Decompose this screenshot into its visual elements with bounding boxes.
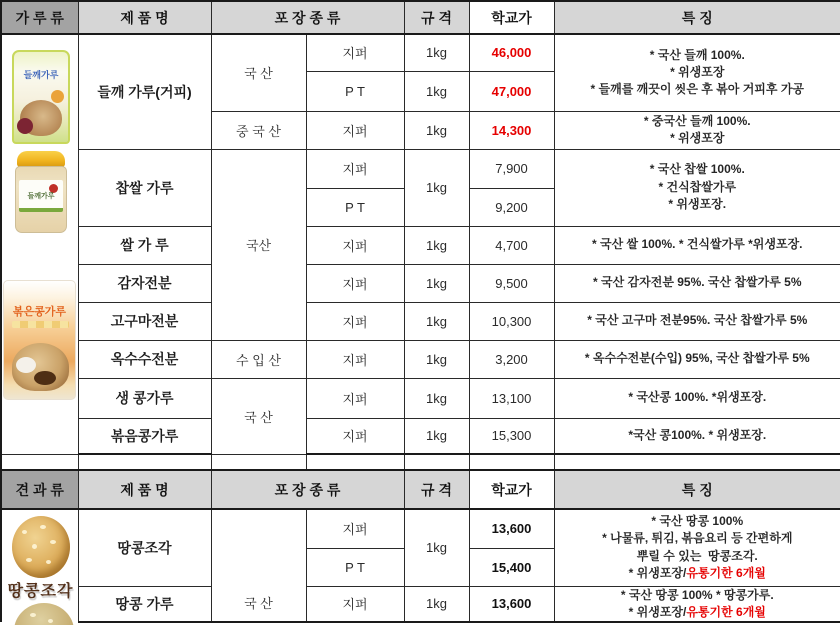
speck <box>22 530 27 534</box>
cell-origin: 국 산 <box>211 378 306 454</box>
table-row <box>1 34 840 71</box>
cell-product-name: 옥수수전분 <box>78 340 211 378</box>
cell-spec: 1kg <box>404 111 469 149</box>
table-row <box>1 378 840 418</box>
product-photo-column <box>1 509 78 622</box>
table-row <box>1 340 840 378</box>
cell-price: 13,600 <box>469 586 554 622</box>
feature-text: * 위생포장/ <box>628 566 687 581</box>
cell-price: 15,300 <box>469 418 554 454</box>
cell-packaging: P T <box>306 548 404 586</box>
feature-line: * 국산 감자전분 95%. 국산 찹쌀가루 5% <box>593 275 802 290</box>
speck <box>50 540 56 544</box>
header-school-price: 학교가 <box>469 1 554 34</box>
cell-product-name: 감자전분 <box>78 264 211 302</box>
feature-line <box>555 565 840 582</box>
cell-packaging: 지퍼 <box>306 302 404 340</box>
cell-origin: 수 입 산 <box>211 340 306 378</box>
cell-spec: 1kg <box>404 264 469 302</box>
header-features: 특 징 <box>554 470 840 509</box>
feature-line: * 나물류, 튀김, 볶음요리 등 간편하게 <box>602 531 793 546</box>
cell-features <box>554 226 840 264</box>
cell-product-name: 들깨 가루(거피) <box>78 34 211 149</box>
cell-price: 9,500 <box>469 264 554 302</box>
feature-line <box>555 604 840 621</box>
speck <box>40 525 46 529</box>
spacer-cell <box>469 454 554 470</box>
feature-line: * 옥수수전분(수입) 95%, 국산 찹쌀가루 5% <box>584 351 810 366</box>
section-spacer-row <box>1 454 840 470</box>
feature-line: * 국산 들깨 100%. <box>649 47 745 62</box>
cell-product-name: 고구마전분 <box>78 302 211 340</box>
feature-line: * 들깨를 깨끗이 씻은 후 볶아 거피후 가공 <box>590 82 804 97</box>
feature-line: * 건식찹쌀가루 <box>658 179 737 194</box>
header-product-name: 제 품 명 <box>78 470 211 509</box>
cell-spec: 1kg <box>404 149 469 226</box>
cell-packaging: 지퍼 <box>306 264 404 302</box>
pouch-label-text: 들깨가루 <box>23 70 59 80</box>
cell-product-name: 찹쌀 가루 <box>78 149 211 226</box>
feature-line: * 국산 고구마 전분95%. 국산 찹쌀가루 5% <box>587 313 808 328</box>
cell-spec: 1kg <box>404 302 469 340</box>
table-row <box>1 586 840 622</box>
cell-packaging: 지퍼 <box>306 418 404 454</box>
cell-features <box>554 586 840 622</box>
cell-price: 15,400 <box>469 548 554 586</box>
feature-line: * 중국산 들깨 100%. <box>643 113 751 128</box>
table-row <box>1 509 840 548</box>
cell-spec: 1kg <box>404 71 469 111</box>
feature-line: * 국산 쌀 100%. * 건식쌀가루 *위생포장. <box>592 237 803 252</box>
speck <box>32 544 37 549</box>
spacer-cell <box>1 454 78 470</box>
perilla-powder-pouch-photo <box>12 50 70 144</box>
pouch-sticker <box>51 90 64 103</box>
cell-packaging: 지퍼 <box>306 149 404 188</box>
header-packaging-type: 포 장 종 류 <box>211 470 404 509</box>
cell-product-name: 볶음콩가루 <box>78 418 211 454</box>
cell-price: 7,900 <box>469 149 554 188</box>
cell-product-name: 생 콩가루 <box>78 378 211 418</box>
spacer-cell <box>404 454 469 470</box>
feature-line: 뿌릴 수 있는 땅콩조각. <box>636 548 758 563</box>
cell-packaging: 지퍼 <box>306 509 404 548</box>
perilla-powder-jar-photo <box>15 151 67 233</box>
header-product-name: 제 품 명 <box>78 1 211 34</box>
cell-spec: 1kg <box>404 34 469 71</box>
table-row <box>1 264 840 302</box>
cell-price: 47,000 <box>469 71 554 111</box>
cell-spec: 1kg <box>404 418 469 454</box>
cell-features <box>554 509 840 586</box>
pouch-bowl-accent <box>17 118 33 134</box>
cell-packaging: 지퍼 <box>306 340 404 378</box>
cell-origin: 국 산 <box>211 34 306 111</box>
product-photo-column <box>1 34 78 454</box>
feature-text-red: 유통기한 6개월 <box>686 566 766 581</box>
cell-features <box>554 378 840 418</box>
cell-packaging: 지퍼 <box>306 378 404 418</box>
table-row <box>1 470 840 509</box>
cell-price: 9,200 <box>469 188 554 226</box>
cell-product-name: 쌀 가 루 <box>78 226 211 264</box>
cell-spec: 1kg <box>404 378 469 418</box>
jar-label-text: 들깨가루 <box>27 193 55 200</box>
table-row <box>1 226 840 264</box>
feature-text-red: 유통기한 6개월 <box>686 604 766 619</box>
feature-line: * 위생포장. <box>668 197 727 212</box>
peanut-pieces-photo <box>12 516 70 578</box>
header-spec: 규 격 <box>404 1 469 34</box>
feature-line: * 위생포장 <box>670 131 725 145</box>
pouch-band <box>12 321 69 328</box>
cell-features <box>554 302 840 340</box>
cell-price: 3,200 <box>469 340 554 378</box>
header-packaging-type: 포 장 종 류 <box>211 1 404 34</box>
cell-packaging: P T <box>306 71 404 111</box>
pouch-label-text: 볶은콩가루 <box>12 306 67 318</box>
cell-features <box>554 340 840 378</box>
cell-price: 46,000 <box>469 34 554 71</box>
header-school-price: 학교가 <box>469 470 554 509</box>
cell-packaging: 지퍼 <box>306 111 404 149</box>
cell-price: 13,100 <box>469 378 554 418</box>
cell-origin: 중 국 산 <box>211 111 306 149</box>
jar-lid <box>17 151 65 167</box>
header-category-nuts: 견 과 류 <box>1 470 78 509</box>
cell-product-name: 땅콩 가루 <box>78 586 211 622</box>
table-row <box>1 149 840 188</box>
cell-spec: 1kg <box>404 586 469 622</box>
cell-packaging: P T <box>306 188 404 226</box>
cell-features <box>554 264 840 302</box>
cell-features <box>554 111 840 149</box>
table-row <box>1 418 840 454</box>
spacer-cell <box>211 454 306 470</box>
cell-spec: 1kg <box>404 340 469 378</box>
spacer-cell <box>306 454 404 470</box>
cell-origin: 국 산 <box>211 509 306 622</box>
header-category-powders: 가 루 류 <box>1 1 78 34</box>
table-row <box>1 302 840 340</box>
peanut-pieces-label-text: 땅콩조각 <box>7 583 74 600</box>
cell-price: 13,600 <box>469 509 554 548</box>
roasted-bean-powder-pouch-photo <box>3 280 76 400</box>
feature-text: * 위생포장/ <box>628 604 687 619</box>
speck <box>48 619 53 623</box>
feature-line: * 국산 땅콩 100% <box>651 513 744 528</box>
feature-line: *국산 콩100%. * 위생포장. <box>628 428 767 443</box>
header-spec: 규 격 <box>404 470 469 509</box>
cell-price: 4,700 <box>469 226 554 264</box>
cell-features <box>554 34 840 111</box>
cell-packaging: 지퍼 <box>306 34 404 71</box>
table-row <box>1 1 840 34</box>
cell-packaging: 지퍼 <box>306 226 404 264</box>
speck <box>26 558 32 562</box>
speck <box>30 613 36 617</box>
cell-features <box>554 418 840 454</box>
spacer-cell <box>554 454 840 470</box>
cell-product-name: 땅콩조각 <box>78 509 211 586</box>
cell-packaging: 지퍼 <box>306 586 404 622</box>
cell-spec: 1kg <box>404 509 469 586</box>
cell-price: 14,300 <box>469 111 554 149</box>
pouch-bowl <box>16 357 36 373</box>
speck <box>46 560 51 564</box>
cell-price: 10,300 <box>469 302 554 340</box>
spacer-cell <box>78 454 211 470</box>
cell-features <box>554 149 840 226</box>
feature-line: * 국산 찹쌀 100%. <box>649 162 745 177</box>
feature-line: * 위생포장 <box>670 65 725 80</box>
header-features: 특 징 <box>554 1 840 34</box>
cell-origin: 국산 <box>211 149 306 340</box>
cell-spec: 1kg <box>404 226 469 264</box>
pouch-dark-food <box>34 371 56 385</box>
feature-line: * 국산 땅콩 100% * 땅콩가루. <box>620 587 774 602</box>
feature-line: * 국산콩 100%. *위생포장. <box>628 390 767 405</box>
